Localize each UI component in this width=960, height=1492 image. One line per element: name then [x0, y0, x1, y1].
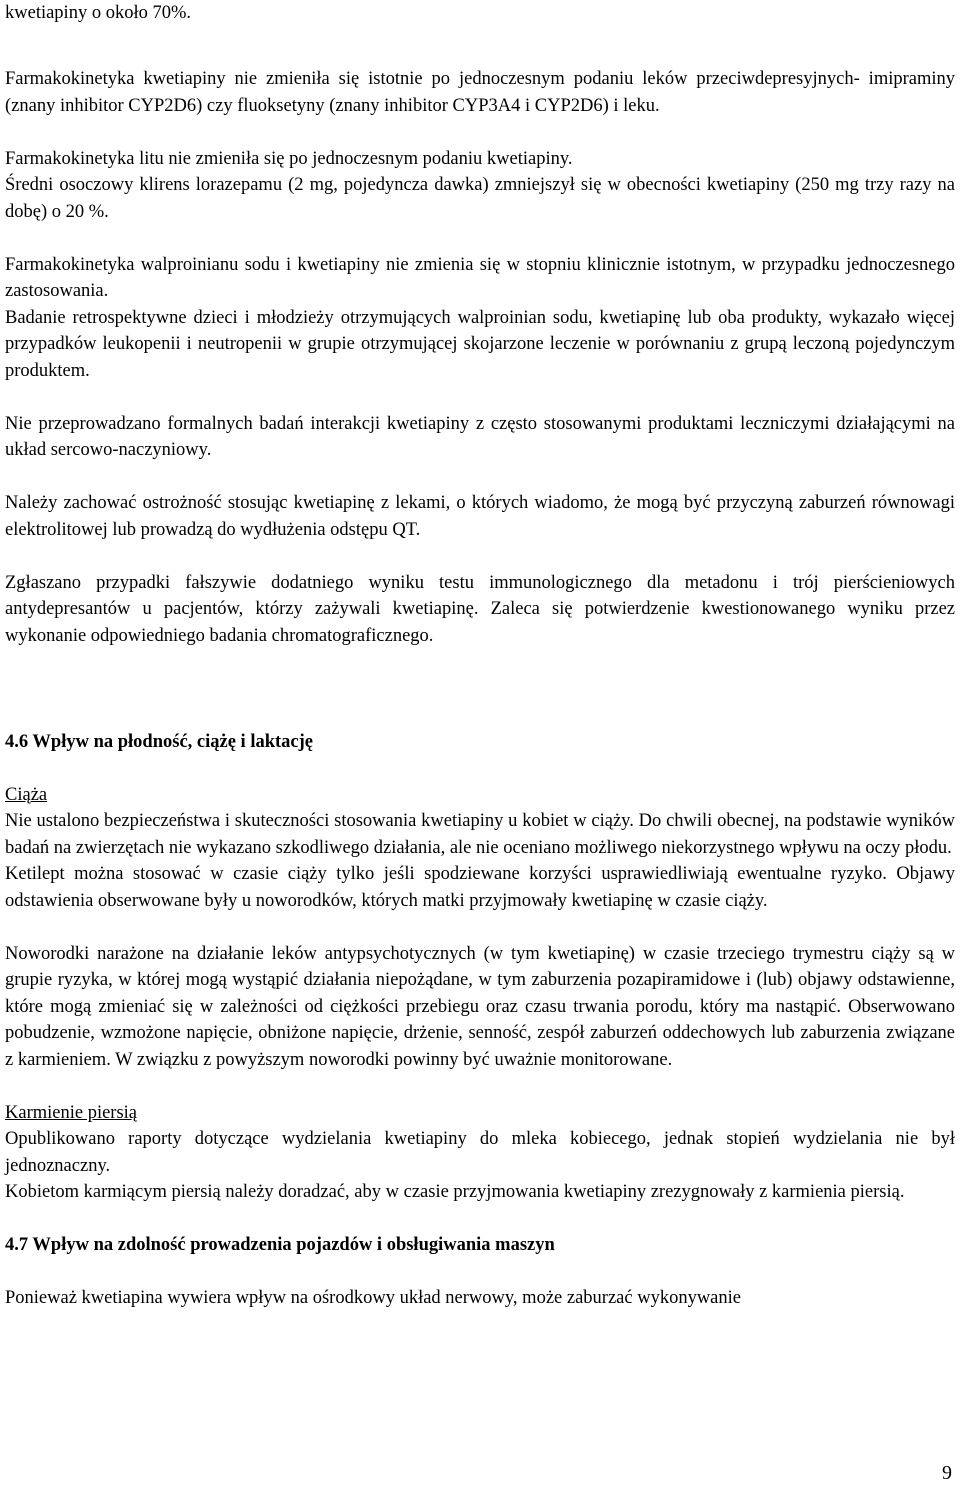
- paragraph-breastfeeding-1: Opublikowano raporty dotyczące wydzielania kwetiapiny do mleka kobiecego, jednak stopień wydzielania nie był jednoznaczny.: [5, 1129, 955, 1176]
- subheading-pregnancy: Ciąża: [5, 784, 48, 805]
- spacer: [5, 53, 955, 66]
- paragraph-driving: Ponieważ kwetiapina wywiera wpływ na ośrodkowy układ nerwowy, może zaburzać wykonywanie: [5, 1288, 741, 1308]
- section-heading-4-7: 4.7 Wpływ na zdolność prowadzenia pojazdów i obsługiwania maszyn: [5, 1235, 555, 1255]
- paragraph-breastfeeding-2: Kobietom karmiącym piersią należy doradzać, aby w czasie przyjmowania kwetiapiny zrezygnowały z karmienia piersią.: [5, 1182, 905, 1202]
- paragraph-retrospective: Badanie retrospektywne dzieci i młodzieży otrzymujących walproinian sodu, kwetiapinę lub oba produkty, wykazało więcej przypadków leukopenii i neutropenii w grupie otrzymującej skojarzone leczenie w porównaniu z grupą leczoną pojedynczym produktem.: [5, 307, 955, 381]
- spacer: [5, 914, 955, 941]
- paragraph-pregnancy-1: Nie ustalono bezpieczeństwa i skuteczności stosowania kwetiapiny u kobiet w ciąży. Do chwili obecnej, na podstawie wyników badań na zwierzętach nie wykazano szkodliwego działania, ale nie oceniano możliwego niekorzystnego wpływu na oczy płodu.: [5, 811, 955, 858]
- spacer: [5, 1259, 955, 1286]
- paragraph-caution: Należy zachować ostrożność stosując kwetiapinę z lekami, o których wiadomo, że mogą być przyczyną zaburzeń równowagi elektrolitowej lub prowadzą do wydłużenia odstępu QT.: [5, 493, 955, 540]
- paragraph-lorazepam: Średni osoczowy klirens lorazepamu (2 mg, pojedyncza dawka) zmniejszył się w obecności kwetiapiny (250 mg trzy razy na dobę) o 20 %.: [5, 175, 955, 222]
- paragraph-antidepressants: Farmakokinetyka kwetiapiny nie zmieniła się istotnie po jednoczesnym podaniu leków przeciwdepresyjnych- imipraminy (znany inhibitor CYP2D6) czy fluoksetyny (znany inhibitor CYP3A4 i CYP2D6) i leku.: [5, 69, 955, 116]
- subheading-breastfeeding: Karmienie piersią: [5, 1102, 138, 1123]
- spacer: [5, 119, 955, 146]
- spacer: [5, 755, 955, 782]
- page-number: 9: [942, 1462, 952, 1484]
- paragraph-lithium: Farmakokinetyka litu nie zmieniła się po jednoczesnym podaniu kwetiapiny.: [5, 148, 573, 169]
- paragraph-cardiovascular: Nie przeprowadzano formalnych badań interakcji kwetiapiny z często stosowanymi produktami leczniczymi działającymi na układ sercowo-naczyniowy.: [5, 413, 955, 460]
- paragraph-valproate: Farmakokinetyka walproinianu sodu i kwetiapiny nie zmienia się w stopniu klinicznie istotnym, w przypadku jednoczesnego zastosowania.: [5, 254, 955, 301]
- spacer: [5, 464, 955, 491]
- top-fragment: kwetiapiny o około 70%.: [5, 3, 192, 23]
- document-page: [5, 0, 955, 1312]
- paragraph-newborns: Noworodki narażone na działanie leków antypsychotycznych (w tym kwetiapinę) w czasie trzeciego trymestru ciąży są w grupie ryzyka, w której mogą wystąpić działania niepożądane, w tym zaburzenia pozapiramidowe i (lub) objawy odstawienne, które mogą zmieniać się w zależności od ciężkości przebiegu oraz czasu trwania porodu, który ma nastąpić. Obserwowano pobudzenie, wzmożone napięcie, obniżone napięcie, drżenie, senność, zespół zaburzeń oddechowych lub zaburzenia związane z karmieniem. W związku z powyższym noworodki powinny być uważnie monitorowane.: [5, 943, 955, 1070]
- spacer: [5, 543, 955, 570]
- spacer: [5, 1206, 955, 1233]
- spacer: [5, 225, 955, 252]
- spacer: [5, 649, 955, 702]
- spacer: [5, 27, 955, 54]
- spacer: [5, 1073, 955, 1100]
- spacer: [5, 384, 955, 411]
- paragraph-false-positive: Zgłaszano przypadki fałszywie dodatniego wyniku testu immunologicznego dla metadonu i trój pierścieniowych antydepresantów u pacjentów, którzy zażywali kwetiapinę. Zaleca się potwierdzenie kwestionowanego wyniku przez wykonanie odpowiedniego badania chromatograficznego.: [5, 572, 955, 646]
- paragraph-pregnancy-2: Ketilept można stosować w czasie ciąży tylko jeśli spodziewane korzyści usprawiedliwiają ewentualne ryzyko. Objawy odstawienia obserwowane były u noworodków, których matki przyjmowały kwetiapinę w czasie ciąży.: [5, 864, 955, 911]
- spacer: [5, 702, 955, 729]
- section-heading-4-6: 4.6 Wpływ na płodność, ciążę i laktację: [5, 731, 313, 752]
